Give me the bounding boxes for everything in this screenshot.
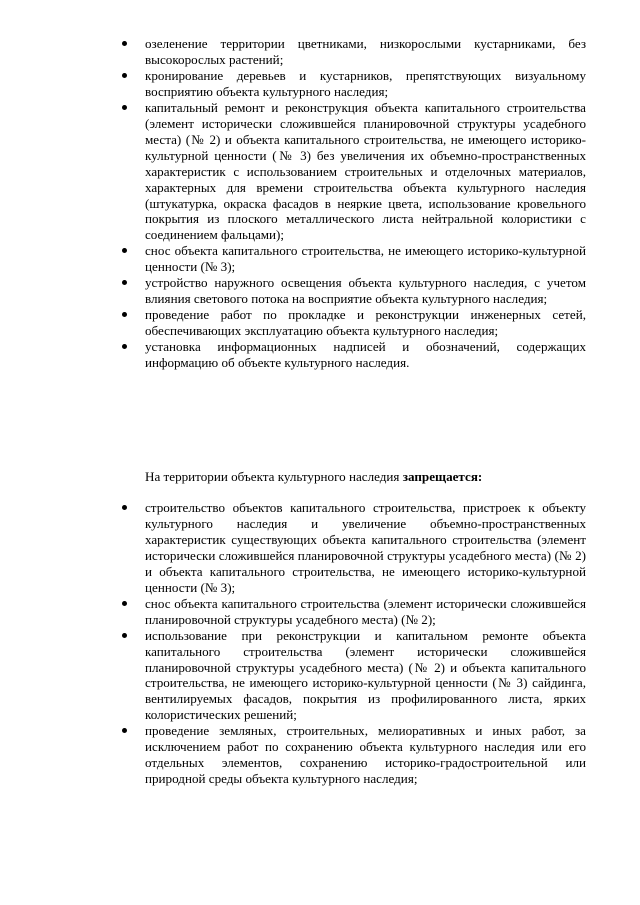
list-item [0,628,640,724]
bullet-icon [122,601,127,606]
list-item-text: установка информационных надписей и обозначений, содержащих информацию об объекте культурного наследия. [145,339,586,371]
list-item-text: капитальный ремонт и реконструкция объекта капитального строительства (элемент исторически сложившейся планировочной структуры усадебного места) (№ 2) и объекта капитального строительства, не имеющего историко-культурной ценности (№ 3) без увеличения их объемно-пространственных характеристик с использованием строительных и отделочных материалов, характерных для времени строительства объекта культурного наследия (штукатурка, окраска фасадов в неяркие цвета, использование кровельного покрытия из плоского металлического листа нейтральной колористики с соединением фальцами); [145,99,586,243]
bullet-icon [122,344,127,349]
list-item [0,36,640,68]
allowed-works-list [0,36,640,371]
prohibited-intro-paragraph [145,469,586,485]
list-item [0,307,640,339]
list-item-text: строительство объектов капитального строительства, пристроек к объекту культурного наследия и увеличение объемно-пространственных характеристик существующих объекта капитального строительства (элемент исторически сложившейся планировочной структуры усадебного места) (№ 2) и объекта капитального строительства, не имеющего историко-культурной ценности (№ 3); [145,500,586,595]
list-item [0,500,640,596]
bullet-icon [122,505,127,510]
list-item [0,68,640,100]
bullet-icon [122,728,127,733]
intro-text: На территории объекта культурного наследия [145,469,400,484]
list-item [0,339,640,371]
list-item-text: использование при реконструкции и капитальном ремонте объекта капитального строительства (элемент исторически сложившейся планировочной структуры усадебного места) (№ 2) и объекта капитального строительства, не имеющего историко-культурной ценности (№ 3) сайдинга, вентилируемых фасадов, покрытия из профилированного листа, ярких колористических решений; [145,627,586,723]
list-item-text: проведение работ по прокладке и реконструкции инженерных сетей, обеспечивающих эксплуатацию объекта культурного наследия; [145,307,586,339]
prohibited-works-list [0,500,640,787]
intro-emphasis: запрещается: [402,469,483,484]
bullet-icon [122,105,127,110]
list-item [0,243,640,275]
list-item-text: снос объекта капитального строительства (элемент исторически сложившейся планировочной структуры усадебного места) (№ 2); [145,595,586,627]
bullet-icon [122,312,127,317]
list-item-text: проведение земляных, строительных, мелиоративных и иных работ, за исключением работ по сохранению объекта культурного наследия или его отдельных элементов, сохранению историко-градостроительной или природной среды объекта культурного наследия; [145,723,586,787]
list-item-text: озеленение территории цветниками, низкорослыми кустарниками, без высокорослых растений; [145,36,586,67]
list-item-text: устройство наружного освещения объекта культурного наследия, с учетом влияния светового потока на восприятие объекта культурного наследия; [145,275,586,307]
list-item [0,275,640,307]
bullet-icon [122,280,127,285]
bullet-icon [122,633,127,638]
list-item [0,723,640,787]
list-item [0,100,640,244]
bullet-icon [122,41,127,46]
list-item [0,596,640,628]
list-item-text: снос объекта капитального строительства, не имеющего историко-культурной ценности (№ 3); [145,243,586,275]
bullet-icon [122,73,127,78]
list-item-text: кронирование деревьев и кустарников, препятствующих визуальному восприятию объекта культурного наследия; [145,67,586,99]
bullet-icon [122,248,127,253]
